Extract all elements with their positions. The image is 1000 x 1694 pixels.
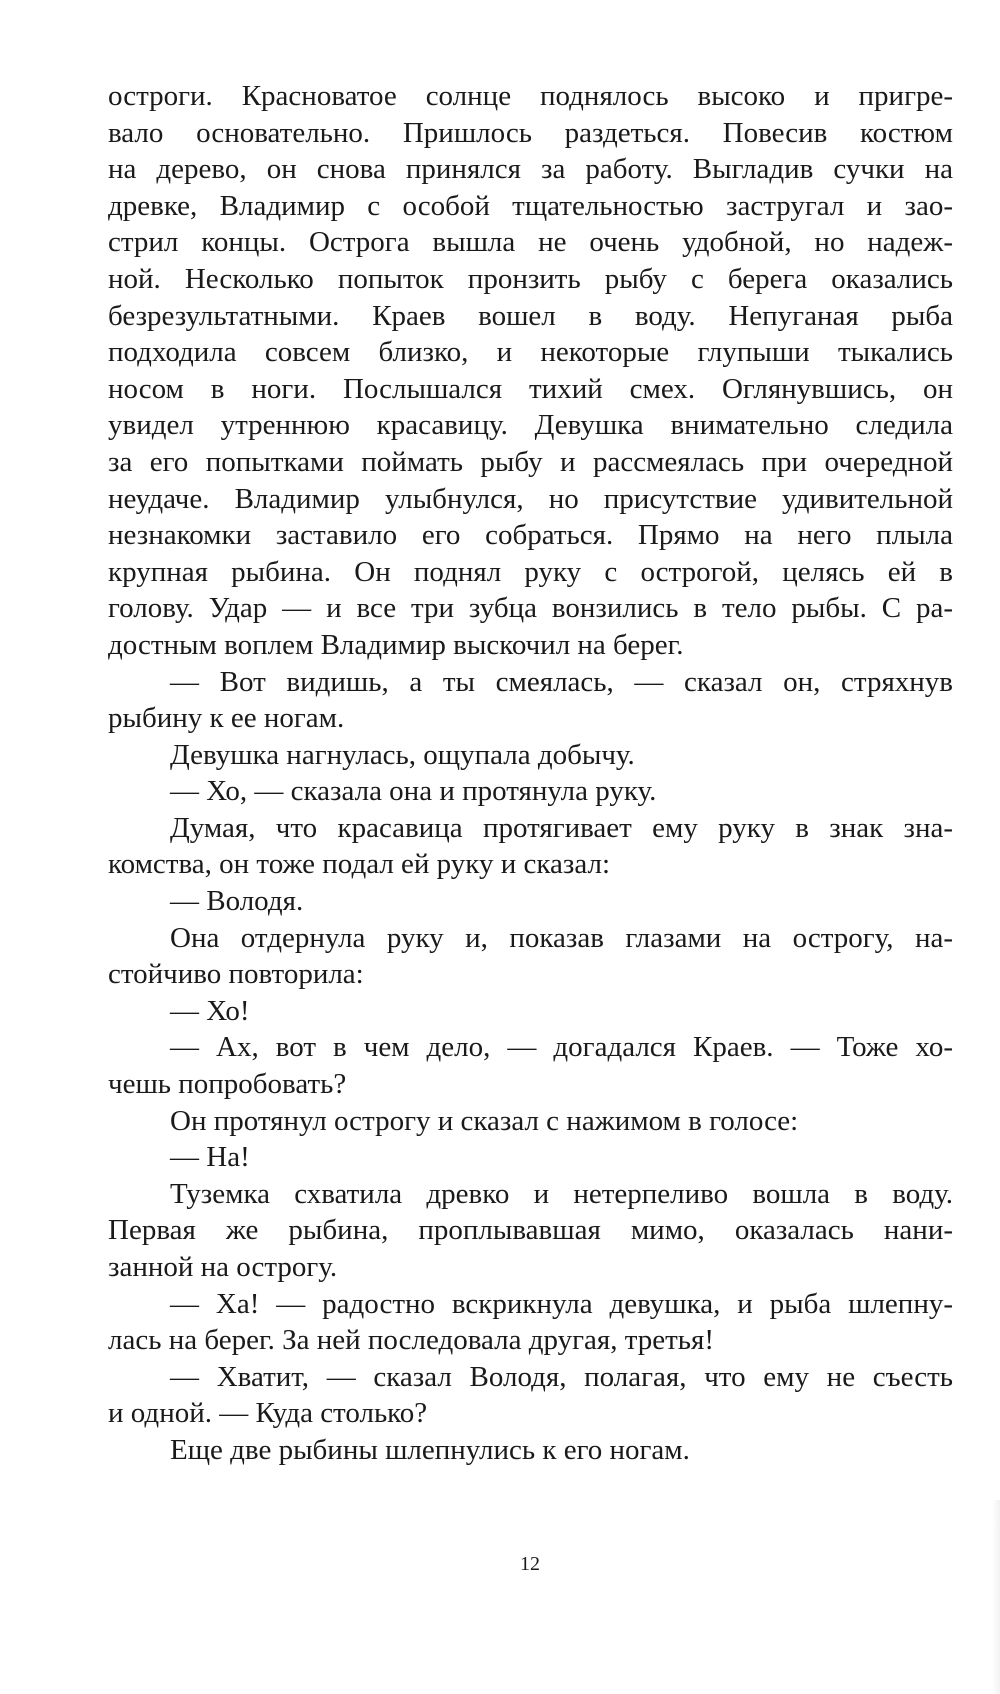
- text-line: — Володя.: [170, 885, 304, 918]
- text-line: Она отдернула руку и, показав глазами на острогу, на-: [170, 921, 953, 954]
- text-line: занной на острогу.: [108, 1251, 338, 1283]
- text-line: Думая, что красавица протягивает ему руку в знак зна-: [170, 811, 953, 844]
- text-line: неудаче. Владимир улыбнулся, но присутствие удивительной: [108, 482, 953, 515]
- paragraph: [108, 810, 953, 883]
- text-line: — Хо, — сказала она и протянула руку.: [170, 775, 657, 808]
- paragraph: [108, 78, 953, 664]
- paragraph: [108, 883, 953, 920]
- text-line: — Хватит, — сказал Володя, полагая, что ему не съесть: [170, 1360, 953, 1393]
- text-line: Девушка нагнулась, ощупала добычу.: [170, 738, 635, 771]
- text-line: крупная рыбина. Он поднял руку с острогой, целясь ей в: [108, 555, 953, 588]
- text-line: — Вот видишь, а ты смеялась, — сказал он, стряхнув: [170, 665, 953, 698]
- paragraph: [108, 664, 953, 737]
- text-line: и одной. — Куда столько?: [108, 1397, 428, 1430]
- text-line: комства, он тоже подал ей руку и сказал:: [108, 848, 611, 881]
- text-line: вало основательно. Пришлось раздеться. Повесив костюм: [108, 116, 953, 149]
- text-line: чешь попробовать?: [108, 1068, 347, 1101]
- paragraph: [108, 1139, 953, 1176]
- text-line: лась на берег. За ней последовала другая, третья!: [108, 1324, 715, 1357]
- text-line: на дерево, он снова принялся за работу. Выгладив сучки на: [108, 153, 953, 186]
- text-line: Еще две рыбины шлепнулись к его ногам.: [170, 1433, 690, 1466]
- paragraph: [108, 1432, 953, 1469]
- text-line: незнакомки заставило его собраться. Прямо на него плыла: [108, 519, 953, 552]
- paragraph: [108, 1176, 953, 1286]
- text-line: голову. Удар — и все три зубца вонзились в тело рыбы. С ра-: [108, 592, 953, 625]
- text-line: стойчиво повторила:: [108, 958, 364, 991]
- text-line: достным воплем Владимир выскочил на берег.: [108, 628, 684, 661]
- paragraph: [108, 1103, 953, 1140]
- text-line: — На!: [170, 1141, 250, 1174]
- paragraph: [108, 920, 953, 993]
- text-line: Он протянул острогу и сказал с нажимом в голосе:: [170, 1104, 799, 1137]
- text-line: безрезультатными. Краев вошел в воду. Непуганая рыба: [108, 299, 953, 332]
- paragraph: [108, 1286, 953, 1359]
- page-number: 12: [520, 1553, 540, 1575]
- paragraph: [108, 993, 953, 1030]
- text-line: носом в ноги. Послышался тихий смех. Оглянувшись, он: [108, 372, 953, 405]
- page-edge-shadow: [992, 1500, 1000, 1694]
- text-line: древке, Владимир с особой тщательностью застругал и зао-: [108, 189, 953, 222]
- text-line: ной. Несколько попыток пронзить рыбу с берега оказались: [108, 262, 953, 295]
- text-line: стрил концы. Острога вышла не очень удобной, но надеж-: [108, 226, 953, 259]
- text-line: остроги. Красноватое солнце поднялось высоко и пригре-: [108, 80, 953, 112]
- text-line: увидел утреннюю красавицу. Девушка внимательно следила: [108, 409, 953, 442]
- text-line: Туземка схватила древко и нетерпеливо вошла в воду.: [170, 1177, 953, 1210]
- paragraph: [108, 1359, 953, 1432]
- text-line: Первая же рыбина, проплывавшая мимо, оказалась нани-: [108, 1214, 953, 1247]
- paragraph: [108, 737, 953, 774]
- text-line: рыбину к ее ногам.: [108, 702, 345, 735]
- paragraph: [108, 773, 953, 810]
- paragraph: [108, 1029, 953, 1102]
- text-line: за его попытками поймать рыбу и рассмеялась при очередной: [108, 445, 953, 478]
- text-line: — Ха! — радостно вскрикнула девушка, и рыба шлепну-: [170, 1287, 953, 1320]
- text-line: — Ах, вот в чем дело, — догадался Краев. — Тоже хо-: [170, 1031, 953, 1064]
- text-line: подходила совсем близко, и некоторые глупыши тыкались: [108, 336, 953, 369]
- body-text: [108, 78, 953, 1469]
- text-line: — Хо!: [170, 994, 250, 1027]
